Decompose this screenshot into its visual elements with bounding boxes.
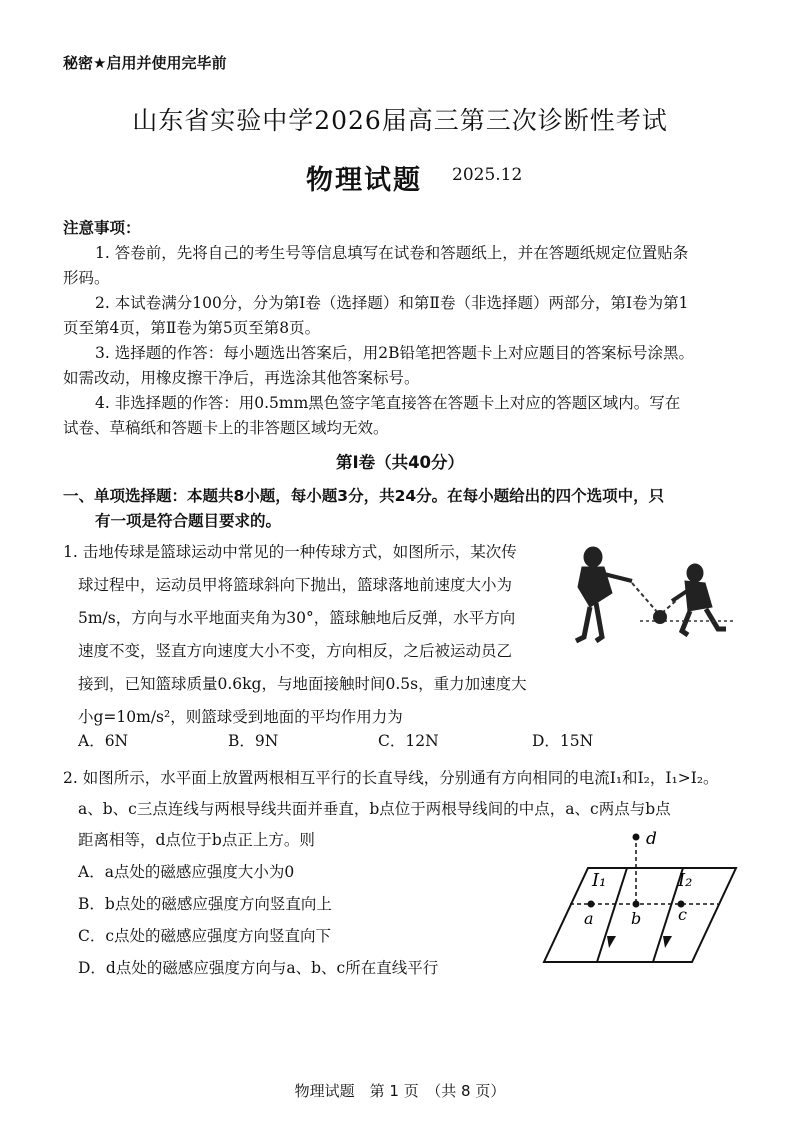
subject-title: 物理试题	[306, 165, 422, 196]
notes-line: 如需改动，用橡皮擦干净后，再选涂其他答案标号。	[63, 369, 420, 387]
point-b-label: b	[631, 909, 642, 928]
question-2-option-b: B．b点处的磁感应强度方向竖直向上	[78, 895, 332, 913]
notes-line: 形码。	[63, 269, 110, 287]
current-i1-label: I₁	[592, 870, 607, 891]
parallel-wires-figure	[540, 828, 740, 968]
exam-title: 山东省实验中学2026届高三第三次诊断性考试	[132, 106, 668, 135]
question-1-option-c: C．12N	[378, 732, 439, 750]
question-2-text: 距离相等，d点位于b点正上方。则	[78, 831, 315, 849]
question-2-option-a: A．a点处的磁感应强度大小为0	[78, 863, 295, 881]
question-2-text: a、b、c三点连线与两根导线共面并垂直，b点位于两根导线间的中点，a、c两点与b点	[78, 800, 671, 818]
question-1-option-b: B．9N	[228, 732, 279, 750]
question-1-text: 球过程中，运动员甲将篮球斜向下抛出，篮球落地前速度大小为	[78, 576, 513, 594]
question-2-option-d: D．d点处的磁感应强度方向与a、b、c所在直线平行	[78, 959, 439, 977]
question-1-text: 速度不变，竖直方向速度大小不变，方向相反，之后被运动员乙	[78, 642, 513, 660]
section-instruction: 有一项是符合题目要求的。	[95, 512, 282, 530]
section-title: 第Ⅰ卷（共40分）	[335, 453, 465, 472]
confidential-label: 秘密★启用并使用完毕前	[63, 54, 227, 72]
section-instruction: 一、单项选择题：本题共8小题，每小题3分，共24分。在每小题给出的四个选项中，只	[63, 487, 665, 505]
current-i2-label: I₂	[678, 870, 693, 891]
question-1-text: 小g=10m/s²，则篮球受到地面的平均作用力为	[78, 708, 403, 726]
notes-heading: 注意事项：	[63, 219, 141, 237]
question-1-option-a: A．6N	[78, 732, 129, 750]
notes-line: 页至第4页，第Ⅱ卷为第5页至第8页。	[63, 319, 321, 337]
question-1-text: 5m/s，方向与水平地面夹角为30°，篮球触地后反弹，水平方向	[78, 609, 516, 627]
notes-line: 1. 答卷前，先将自己的考生号等信息填写在试卷和答题纸上，并在答题纸规定位置贴条	[95, 244, 689, 262]
question-1-text: 接到，已知篮球质量0.6kg，与地面接触时间0.5s，重力加速度大	[78, 675, 527, 693]
point-a-label: a	[584, 909, 594, 928]
question-1-option-d: D．15N	[532, 732, 594, 750]
question-2-text: 2. 如图所示，水平面上放置两根相互平行的长直导线，分别通有方向相同的电流I₁和I₂，I₁>I₂。	[63, 769, 719, 787]
point-c-label: c	[678, 905, 687, 924]
notes-line: 3. 选择题的作答：每小题选出答案后，用2B铅笔把答题卡上对应题目的答案标号涂黑。	[95, 344, 694, 362]
notes-line: 试卷、草稿纸和答题卡上的非答题区域均无效。	[63, 419, 389, 437]
notes-line: 2. 本试卷满分100分，分为第Ⅰ卷（选择题）和第Ⅱ卷（非选择题）两部分，第Ⅰ卷为第1	[95, 294, 689, 312]
notes-line: 4. 非选择题的作答：用0.5mm黑色签字笔直接答在答题卡上对应的答题区域内。写在	[95, 394, 681, 412]
basketball-pass-figure	[560, 545, 740, 650]
question-1-text: 1. 击地传球是篮球运动中常见的一种传球方式，如图所示，某次传	[63, 543, 517, 561]
point-d-label: d	[646, 829, 657, 849]
exam-date: 2025.12	[452, 165, 523, 185]
question-2-option-c: C．c点处的磁感应强度方向竖直向下	[78, 927, 332, 945]
page-footer: 物理试题 第 1 页 （共 8 页）	[294, 1082, 506, 1100]
